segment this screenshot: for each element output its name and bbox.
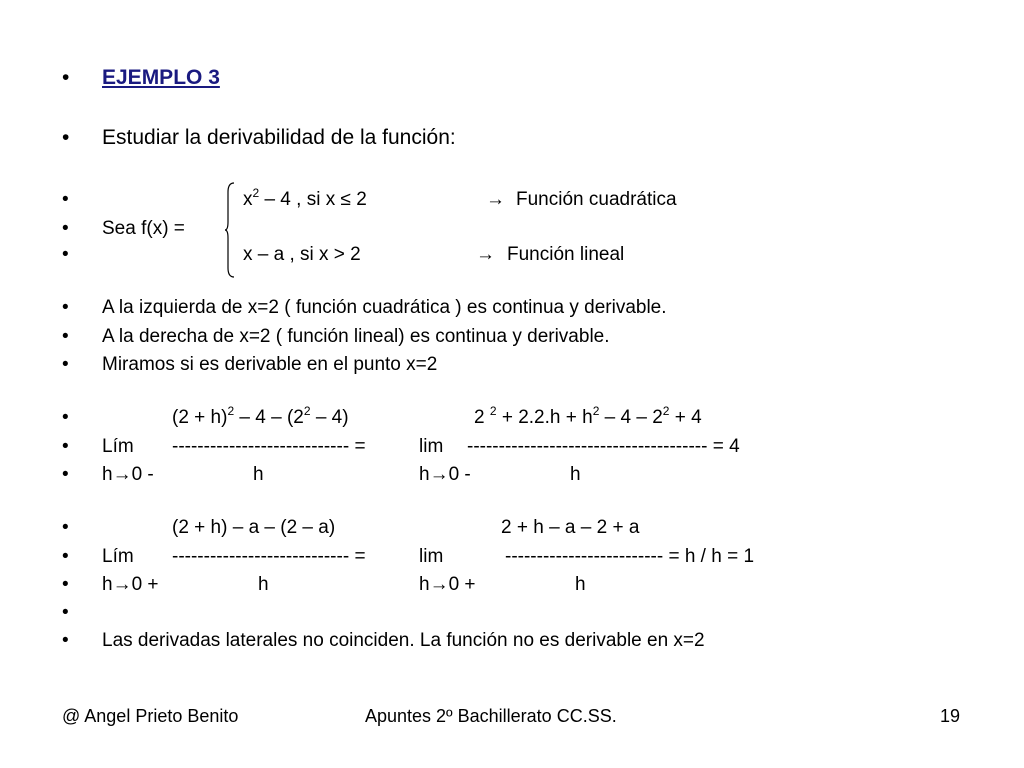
piece-2-expression: x – a , si x > 2 <box>243 244 361 265</box>
intro-text: Estudiar la derivabilidad de la función: <box>102 126 456 149</box>
limit-subscript: h→0 - <box>419 464 471 485</box>
denominator: h <box>570 464 581 485</box>
bullet: • <box>62 464 69 485</box>
bullet: • <box>62 297 69 318</box>
fraction-bar: ---------------------------- = <box>172 436 366 457</box>
conclusion-text: Las derivadas laterales no coinciden. La función no es derivable en x=2 <box>102 630 705 651</box>
bullet: • <box>62 517 69 538</box>
denominator: h <box>258 574 269 595</box>
lim-label: lim <box>419 436 444 457</box>
footer-course: Apuntes 2º Bachillerato CC.SS. <box>365 706 617 726</box>
footer-author: @ Angel Prieto Benito <box>62 706 239 726</box>
limit-subscript: h→0 + <box>419 574 476 595</box>
limit-subscript: h→0 + <box>102 574 159 595</box>
footer-page-number: 19 <box>940 706 961 726</box>
fraction-bar: ------------------------- = h / h = 1 <box>505 546 755 567</box>
bullet: • <box>62 354 69 375</box>
bullet: • <box>62 189 69 210</box>
bullet: • <box>62 218 69 239</box>
piece-1-expression: $x^2 - 4$ , si x ≤ 2 <box>243 185 367 210</box>
fraction-bar: ---------------------------- = <box>172 546 366 567</box>
bullet: • <box>62 546 69 567</box>
bullet: • <box>62 436 69 457</box>
bullet: • <box>62 326 69 347</box>
left-limit-numerator-2: 2 $^2 + 2.2.h + h^2 - 4 - 2^2 + 4$ <box>474 403 702 428</box>
arrow-right-icon: → <box>429 574 449 595</box>
lim-label: Lím <box>102 436 134 457</box>
function-lead: Sea f(x) = <box>102 218 185 239</box>
arrow-right-icon: → <box>476 244 495 265</box>
bullet: • <box>62 126 70 149</box>
right-limit-numerator-1: (2 + h) – a – (2 – a) <box>172 517 336 538</box>
bullet: • <box>62 630 69 651</box>
denominator: h <box>575 574 586 595</box>
bullet: • <box>62 407 69 428</box>
left-limit-numerator-1: $(2 + h)^2 - 4 - (2^2 - 4)$ <box>172 403 349 428</box>
lim-label: lim <box>419 546 444 567</box>
bullet: • <box>62 574 69 595</box>
bullet: • <box>62 602 69 623</box>
arrow-right-icon: → <box>429 464 449 485</box>
arrow-right-icon: → <box>112 574 132 595</box>
bullet: • <box>62 66 70 89</box>
left-brace-icon <box>225 182 235 278</box>
statement-text: A la izquierda de x=2 ( función cuadrática ) es continua y derivable. <box>102 297 667 318</box>
slide-title: EJEMPLO 3 <box>102 66 220 89</box>
statement-text: Miramos si es derivable en el punto x=2 <box>102 354 438 375</box>
arrow-right-icon: → <box>112 464 132 485</box>
arrow-right-icon: → <box>486 189 505 210</box>
piece-1-label: Función cuadrática <box>516 189 677 210</box>
limit-subscript: h→0 - <box>102 464 154 485</box>
bullet: • <box>62 244 69 265</box>
right-limit-numerator-2: 2 + h – a – 2 + a <box>501 517 640 538</box>
statement-text: A la derecha de x=2 ( función lineal) es continua y derivable. <box>102 326 610 347</box>
piece-2-label: Función lineal <box>507 244 625 265</box>
denominator: h <box>253 464 264 485</box>
fraction-bar: -------------------------------------- = 4 <box>467 436 740 457</box>
lim-label: Lím <box>102 546 134 567</box>
